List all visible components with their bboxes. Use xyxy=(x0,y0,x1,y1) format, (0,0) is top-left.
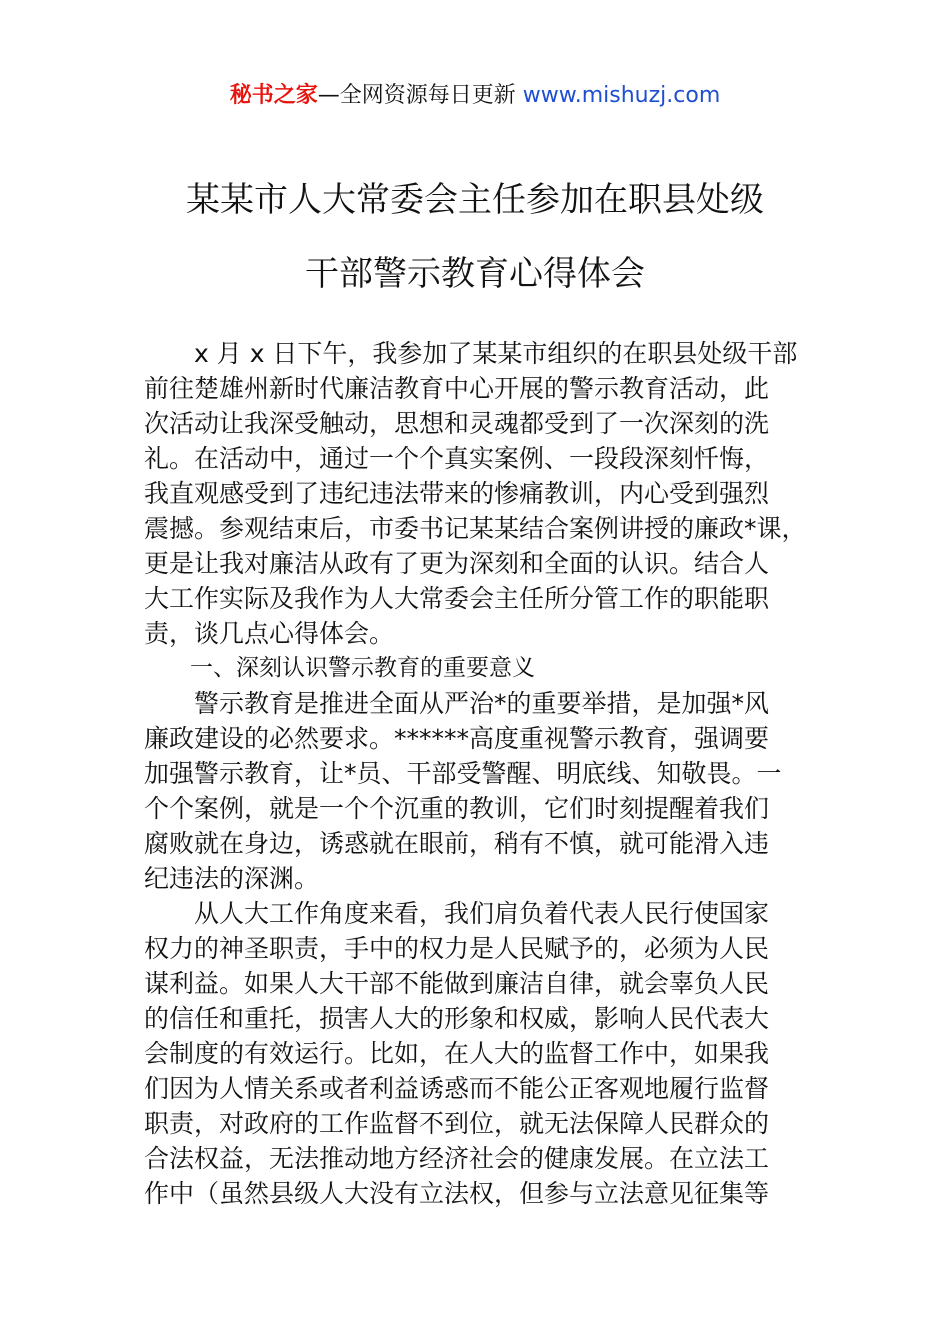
body-line: 纪违法的深渊。 xyxy=(144,864,320,893)
body-line: 权力的神圣职责，手中的权力是人民赋予的，必须为人民 xyxy=(144,934,770,963)
body-line: 从人大工作角度来看，我们肩负着代表人民行使国家 xyxy=(144,899,770,928)
body-line: 责，谈几点心得体会。 xyxy=(144,619,395,648)
body-line: x 月 x 日下午，我参加了某某市组织的在职县处级干部 xyxy=(144,339,798,368)
body-line: 腐败就在身边，诱惑就在眼前，稍有不慎，就可能滑入违 xyxy=(144,829,770,858)
body-line: 个个案例，就是一个个沉重的教训，它们时刻提醒着我们 xyxy=(144,794,770,823)
body-line: 加强警示教育，让*员、干部受警醒、明底线、知敬畏。一 xyxy=(144,759,782,788)
site-url-link[interactable]: www.mishuzj.com xyxy=(522,83,721,108)
brand-name: 秘书之家 xyxy=(229,83,318,108)
body-line: 们因为人情关系或者利益诱惑而不能公正客观地履行监督 xyxy=(144,1074,770,1103)
body-line: 职责，对政府的工作监督不到位，就无法保障人民群众的 xyxy=(144,1109,770,1138)
body-line: 大工作实际及我作为人大常委会主任所分管工作的职能职 xyxy=(144,584,770,613)
section-heading: 一、深刻认识警示教育的重要意义 xyxy=(144,655,535,681)
body-line: 谋利益。如果人大干部不能做到廉洁自律，就会辜负人民 xyxy=(144,969,770,998)
body-line: 合法权益，无法推动地方经济社会的健康发展。在立法工 xyxy=(144,1144,770,1173)
document-title-line-1: 某某市人大常委会主任参加在职县处级 xyxy=(186,180,764,220)
document-title-line-2: 干部警示教育心得体会 xyxy=(305,254,645,294)
site-header xyxy=(0,80,950,112)
body-line: 的信任和重托，损害人大的形象和权威，影响人民代表大 xyxy=(144,1004,770,1033)
body-line: 更是让我对廉洁从政有了更为深刻和全面的认识。结合人 xyxy=(144,549,770,578)
header-tagline: —全网资源每日更新 xyxy=(317,83,516,108)
body-line: 会制度的有效运行。比如，在人大的监督工作中，如果我 xyxy=(144,1039,770,1068)
body-line: 礼。在活动中，通过一个个真实案例、一段段深刻忏悔， xyxy=(144,444,770,473)
body-line: 震撼。参观结束后，市委书记某某结合案例讲授的廉政*课， xyxy=(144,514,807,543)
body-line: 廉政建设的必然要求。******高度重视警示教育，强调要 xyxy=(144,724,770,753)
body-line: 次活动让我深受触动，思想和灵魂都受到了一次深刻的洗 xyxy=(144,409,770,438)
document-body xyxy=(144,336,808,1211)
body-line: 我直观感受到了违纪违法带来的惨痛教训，内心受到强烈 xyxy=(144,479,770,508)
body-line: 作中（虽然县级人大没有立法权，但参与立法意见征集等 xyxy=(144,1179,770,1208)
body-line: 前往楚雄州新时代廉洁教育中心开展的警示教育活动，此 xyxy=(144,374,770,403)
body-line: 警示教育是推进全面从严治*的重要举措，是加强*风 xyxy=(144,689,770,718)
